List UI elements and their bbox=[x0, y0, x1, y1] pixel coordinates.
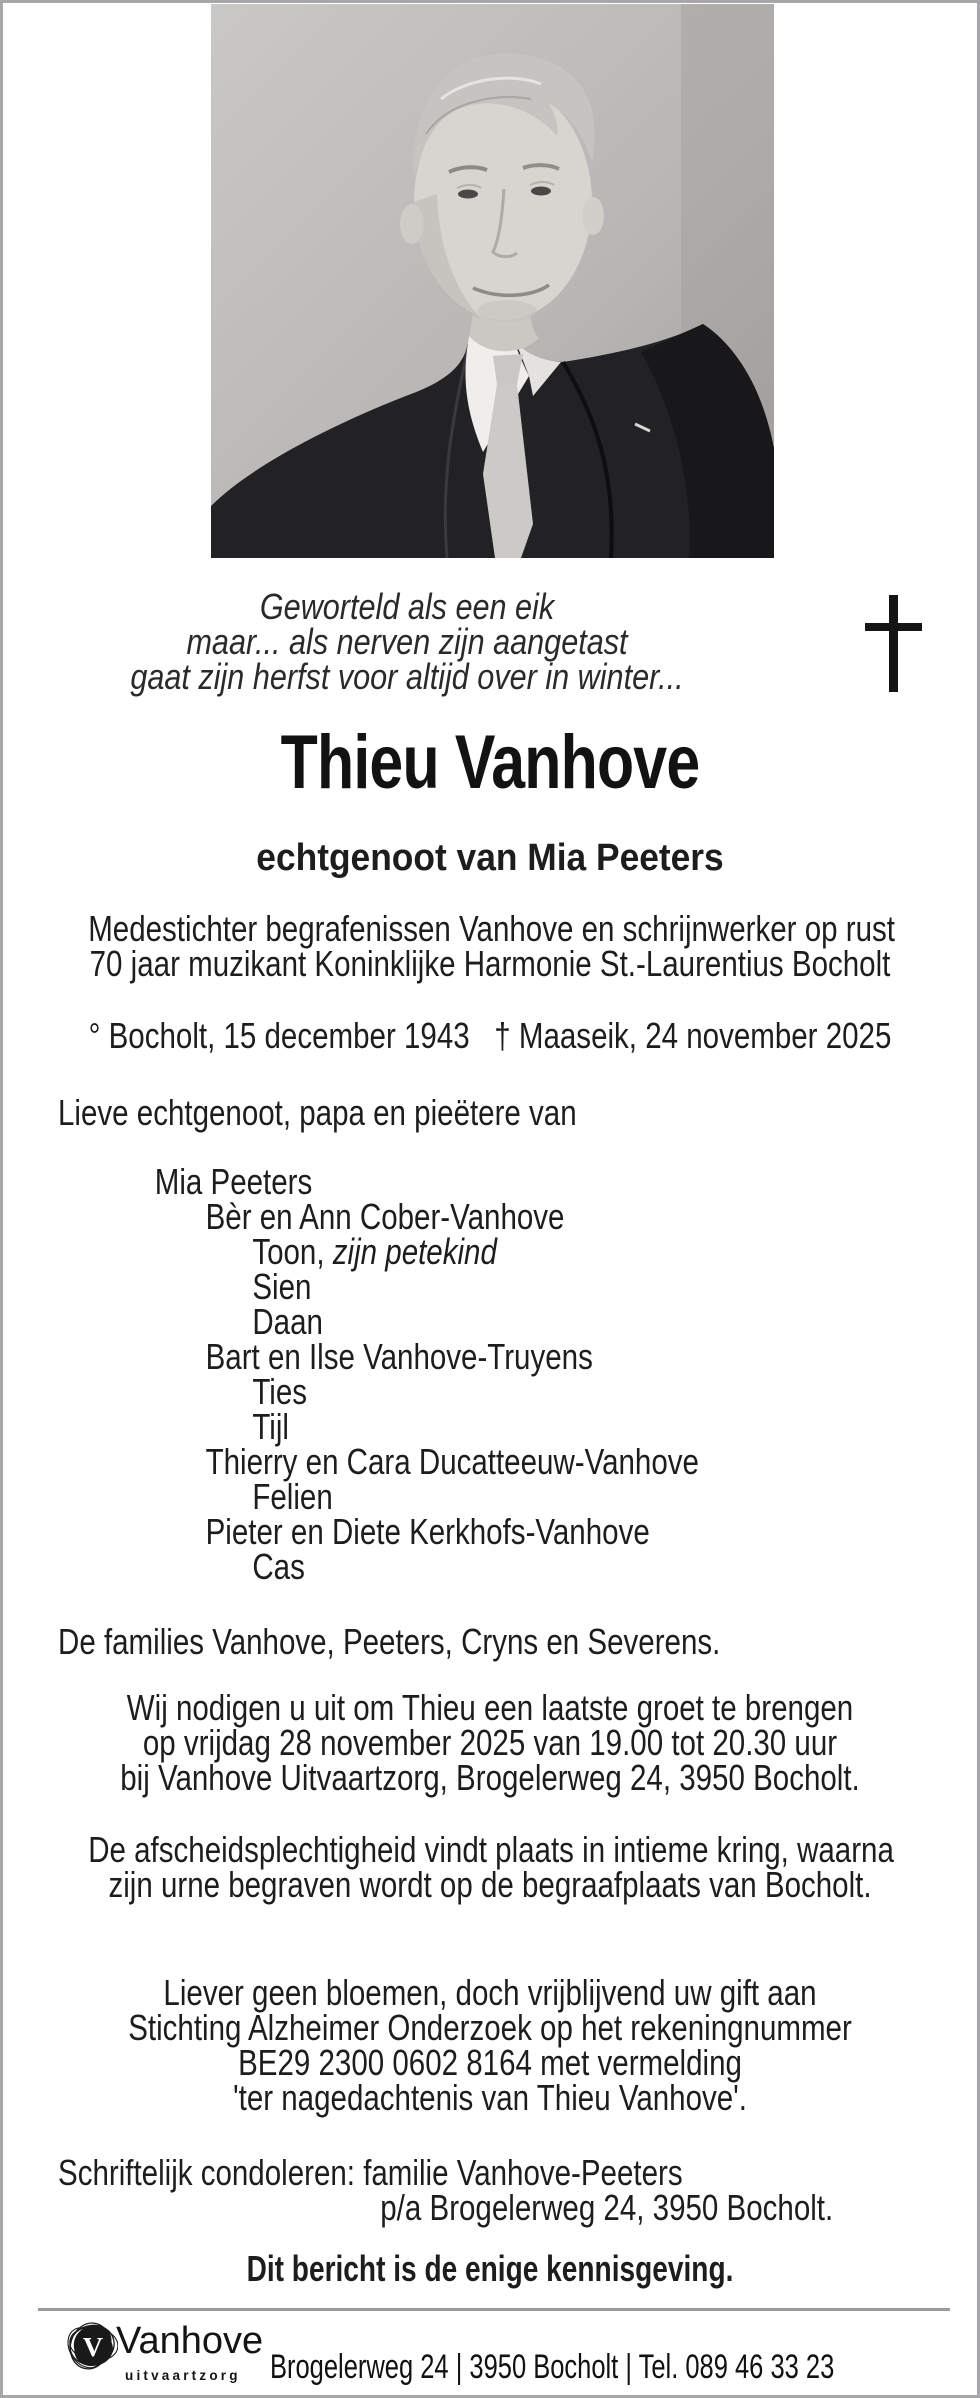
condolence-block bbox=[58, 2152, 834, 2228]
family-member: Pieter en Diete Kerkhofs-Vanhove bbox=[205, 1511, 650, 1552]
condolence-line: Schriftelijk condoleren: familie Vanhove-Peeters bbox=[58, 2152, 683, 2193]
donation-line: 'ter nagedachtenis van Thieu Vanhove'. bbox=[232, 2077, 748, 2118]
family-member-note: zijn petekind bbox=[332, 1231, 497, 1272]
condolence-address-line: p/a Brogelerweg 24, 3950 Bocholt. bbox=[380, 2187, 834, 2228]
ceremony-line: zijn urne begraven wordt op de begraafplaats van Bocholt. bbox=[108, 1864, 872, 1905]
footer-brand-name: Vanhove bbox=[116, 2320, 264, 2362]
cross-icon bbox=[865, 595, 922, 692]
footer-divider bbox=[38, 2308, 950, 2311]
invitation-line: bij Vanhove Uitvaartzorg, Brogelerweg 24, 3950 Bocholt. bbox=[120, 1757, 860, 1798]
invitation-paragraph bbox=[88, 1687, 892, 1798]
family-member: Mia Peeters bbox=[154, 1161, 313, 1202]
biography bbox=[88, 908, 895, 984]
biography-line: Medestichter begrafenissen Vanhove en schrijnwerker op rust bbox=[88, 908, 895, 949]
footer-brand-subtitle: uitvaartzorg bbox=[125, 2368, 241, 2383]
family-member: Bart en Ilse Vanhove-Truyens bbox=[205, 1336, 593, 1377]
family-member: Tijl bbox=[252, 1406, 289, 1447]
vanhove-scribble-logo-icon bbox=[66, 2316, 118, 2374]
ceremony-paragraph bbox=[88, 1829, 894, 1905]
portrait-photo bbox=[211, 4, 774, 558]
families-line: De families Vanhove, Peeters, Cryns en Severens. bbox=[58, 1621, 721, 1662]
svg-text:V: V bbox=[82, 2332, 103, 2364]
dates-line bbox=[88, 1015, 892, 1056]
donation-paragraph bbox=[88, 1972, 892, 2118]
only-notice-line: Dit bericht is de enige kennisgeving. bbox=[246, 2248, 734, 2289]
ceremony-line: De afscheidsplechtigheid vindt plaats in intieme kring, waarna bbox=[88, 1829, 894, 1870]
family-member: Toon, zijn petekind bbox=[252, 1231, 497, 1272]
family-member: Felien bbox=[252, 1476, 333, 1517]
family-member: Ties bbox=[252, 1371, 308, 1412]
family-member: Cas bbox=[252, 1546, 305, 1587]
donation-line: BE29 2300 0602 8164 met vermelding bbox=[238, 2042, 742, 2083]
logo-art bbox=[66, 2316, 118, 2374]
donation-line: Stichting Alzheimer Onderzoek op het rekeningnummer bbox=[128, 2007, 852, 2048]
family-member: Sien bbox=[252, 1266, 312, 1307]
donation-line: Liever geen bloemen, doch vrijblijvend uw gift aan bbox=[163, 1972, 817, 2013]
invitation-line: Wij nodigen u uit om Thieu een laatste groet te brengen bbox=[126, 1687, 854, 1728]
deceased-name: Thieu Vanhove bbox=[280, 720, 700, 805]
family-list bbox=[58, 1161, 699, 1587]
poem-line: maar... als nerven zijn aangetast bbox=[186, 621, 628, 662]
family-member: Thierry en Cara Ducatteeuw-Vanhove bbox=[205, 1441, 699, 1482]
poem-line: gaat zijn herfst voor altijd over in winter... bbox=[130, 656, 684, 697]
intro-line: Lieve echtgenoot, papa en pieëtere van bbox=[58, 1092, 577, 1133]
family-member: Bèr en Ann Cober-Vanhove bbox=[205, 1196, 565, 1237]
relation-subtitle: echtgenoot van Mia Peeters bbox=[256, 837, 724, 879]
poem bbox=[63, 586, 752, 697]
cross-vertical-bar bbox=[889, 595, 898, 692]
death-date: † Maaseik, 24 november 2025 bbox=[494, 1015, 892, 1056]
cross-horizontal-bar bbox=[865, 623, 922, 631]
poem-line: Geworteld als een eik bbox=[259, 586, 555, 627]
family-member: Daan bbox=[252, 1301, 323, 1342]
birth-date: ° Bocholt, 15 december 1943 bbox=[88, 1015, 470, 1056]
biography-line: 70 jaar muzikant Koninklijke Harmonie St.-Laurentius Bocholt bbox=[89, 943, 891, 984]
portrait-photo-art bbox=[211, 4, 774, 558]
invitation-line: op vrijdag 28 november 2025 van 19.00 tot 20.30 uur bbox=[142, 1722, 838, 1763]
footer-address: Brogelerweg 24 | 3950 Bocholt | Tel. 089 46 33 23 bbox=[270, 2348, 835, 2386]
